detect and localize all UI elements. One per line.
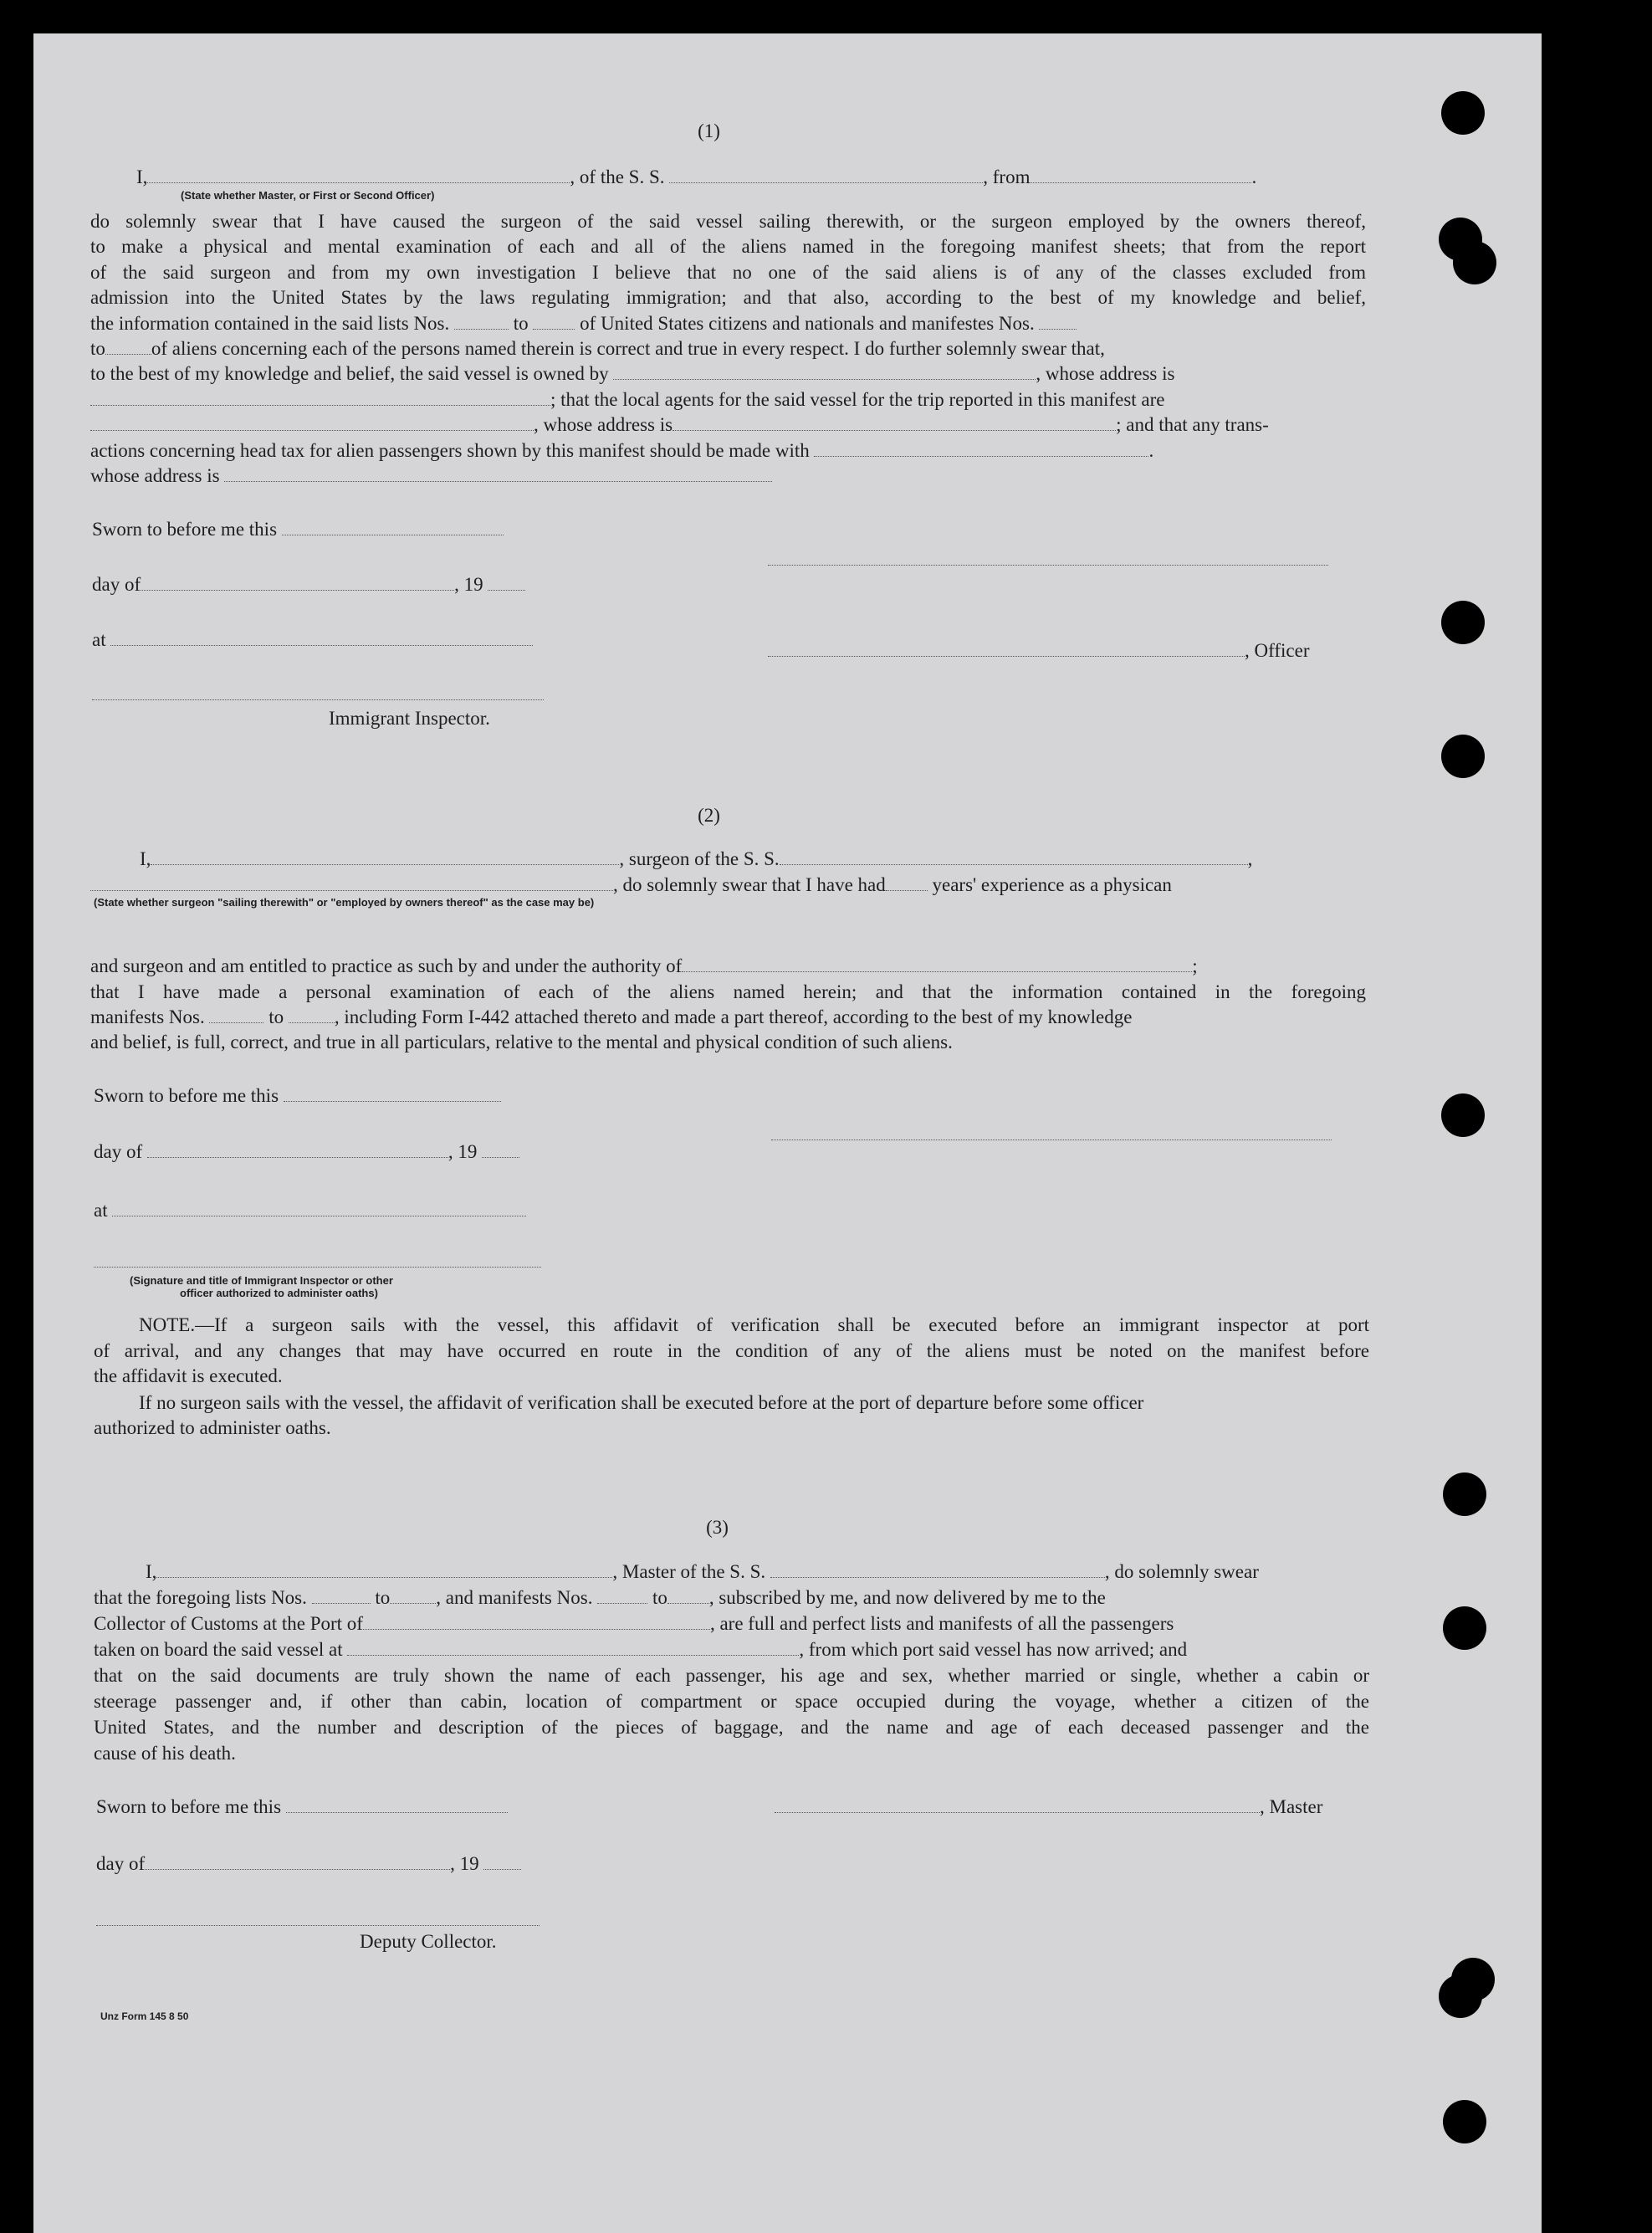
head-tax-line: actions concerning head tax for alien passengers shown by this manifest should be made with .	[90, 440, 1154, 461]
agents-address-line: , whose address is ; and that any trans-	[90, 412, 1366, 438]
officer-line: I, , of the S. S. , from .	[136, 166, 1257, 187]
officer-signature-line: , Officer	[768, 638, 1309, 663]
body-line: that I have made a personal examination of each of the aliens named herein; and that the information contained in the foregoing	[90, 981, 1366, 1002]
note-line: authorized to administer oaths.	[94, 1417, 331, 1438]
whose-address-line: whose address is	[90, 464, 1366, 489]
section-number-3: (3)	[706, 1517, 729, 1538]
manifest-to-field-3[interactable]	[667, 1586, 709, 1604]
year-field-3[interactable]	[483, 1852, 521, 1870]
punch-hole	[1443, 1606, 1486, 1650]
owner-field[interactable]	[613, 362, 1036, 380]
manifest-line: to of aliens concerning each of the persons named therein is correct and true in every respect. I do further solemnly swear that,	[90, 338, 1105, 359]
sworn-line-3: Sworn to before me this	[96, 1795, 508, 1820]
note-line: of arrival, and any changes that may have occurred en route in the condition of any of the aliens must be noted on the manifest before	[94, 1340, 1369, 1361]
head-tax-field[interactable]	[814, 439, 1148, 457]
body-line: cause of his death.	[94, 1743, 236, 1764]
lists-line-3: that the foregoing lists Nos. to , and manifests Nos. to , subscribed by me, and now delivered by me to the	[94, 1587, 1106, 1608]
day-of-field-3[interactable]	[145, 1852, 450, 1870]
master-signature-line: , Master	[775, 1795, 1322, 1820]
section-number-1: (1)	[698, 120, 720, 141]
manifest-from-field-2[interactable]	[209, 1006, 263, 1023]
collector-signature-line[interactable]	[96, 1924, 540, 1926]
agents-line: ; that the local agents for the said vessel for the trip reported in this manifest are	[90, 387, 1366, 412]
form-id: Unz Form 145 8 50	[100, 2010, 189, 2022]
punch-hole	[1443, 2100, 1486, 2143]
port-field[interactable]	[363, 1612, 710, 1630]
authority-line: and surgeon and am entitled to practice as such by and under the authority of ;	[90, 955, 1198, 976]
surgeon-capacity-field[interactable]	[90, 873, 613, 891]
punch-hole	[1453, 241, 1496, 284]
owner-address-field[interactable]	[90, 388, 550, 406]
at-field-2[interactable]	[112, 1199, 526, 1216]
punch-hole	[1443, 1472, 1486, 1516]
manifest-to-field[interactable]	[105, 337, 151, 355]
inspector-label: Immigrant Inspector.	[329, 708, 490, 729]
manifest-from-field[interactable]	[1039, 312, 1077, 330]
years-field[interactable]	[886, 873, 928, 891]
at-field[interactable]	[110, 628, 533, 646]
authority-field[interactable]	[682, 955, 1192, 972]
boarded-line: taken on board the said vessel at , from which port said vessel has now arrived; and	[94, 1639, 1188, 1660]
punch-hole	[1441, 601, 1485, 644]
lists-to-field-3[interactable]	[390, 1586, 436, 1604]
master-vessel-field[interactable]	[770, 1560, 1105, 1578]
from-port-field[interactable]	[1030, 166, 1251, 183]
lists-from-field[interactable]	[454, 312, 509, 330]
day-of-line: day of , 19	[92, 572, 525, 597]
year-field[interactable]	[488, 573, 525, 591]
punch-hole	[1441, 735, 1485, 778]
boarded-at-field[interactable]	[347, 1638, 799, 1656]
sworn-date-field-2[interactable]	[284, 1084, 501, 1102]
agents-address-field[interactable]	[673, 413, 1116, 431]
collector-label: Deputy Collector.	[360, 1931, 497, 1952]
note-line: the affidavit is executed.	[94, 1365, 283, 1386]
punch-hole	[1439, 1974, 1482, 2018]
inspector-signature-line[interactable]	[92, 699, 544, 700]
punch-hole	[1441, 1093, 1485, 1137]
officer-hint: (State whether Master, or First or Second Officer)	[181, 189, 435, 202]
body-line: to make a physical and mental examination of each and all of the aliens named in the foregoing manifest sheets; that from the report	[90, 236, 1366, 257]
master-name-field[interactable]	[156, 1560, 612, 1578]
port-line: Collector of Customs at the Port of , are full and perfect lists and manifests of all the passengers	[94, 1613, 1174, 1634]
day-of-field-2[interactable]	[147, 1140, 448, 1158]
body-line: of the said surgeon and from my own investigation I believe that no one of the said aliens is of any of the classes excluded from	[90, 262, 1366, 283]
sworn-date-field-3[interactable]	[286, 1795, 508, 1813]
note-line: If no surgeon sails with the vessel, the affidavit of verification shall be executed before at the port of departure before some officer	[139, 1392, 1144, 1413]
experience-line: , do solemnly swear that I have had years' experience as a physican	[90, 873, 1366, 898]
surgeon-hint: (State whether surgeon "sailing therewith" or "employed by owners thereof" as the case may be)	[94, 896, 595, 909]
officer-name-field[interactable]	[147, 166, 570, 183]
body-line: steerage passenger and, if other than cabin, location of compartment or space occupied during the voyage, whether a citizen of the	[94, 1691, 1369, 1712]
year-field-2[interactable]	[482, 1140, 519, 1158]
day-of-line-3: day of , 19	[96, 1851, 521, 1877]
agents-field[interactable]	[90, 413, 534, 431]
day-of-field[interactable]	[141, 573, 454, 591]
lists-from-field-3[interactable]	[312, 1586, 371, 1604]
surgeon-name-field[interactable]	[151, 848, 619, 865]
signature-line[interactable]	[768, 564, 1328, 566]
surgeon-line: I, , surgeon of the S. S. ,	[140, 848, 1253, 869]
at-line-2: at	[94, 1198, 526, 1223]
punch-hole	[1441, 91, 1485, 135]
form-page	[33, 33, 1542, 2233]
section-number-2: (2)	[698, 805, 720, 826]
head-tax-address-field[interactable]	[224, 464, 772, 482]
body-line: and belief, is full, correct, and true in all particulars, relative to the mental and physical condition of such aliens.	[90, 1032, 953, 1052]
master-line: I, , Master of the S. S. , do solemnly swear	[146, 1561, 1259, 1582]
vessel-name-field[interactable]	[669, 166, 983, 183]
manifest-to-field-2[interactable]	[289, 1006, 335, 1023]
sworn-line-2: Sworn to before me this	[94, 1083, 501, 1109]
signature-hint: officer authorized to administer oaths)	[180, 1287, 378, 1299]
day-of-line-2: day of , 19	[94, 1140, 519, 1165]
body-line: admission into the United States by the laws regulating immigration; and that also, according to the best of my knowledge and belief,	[90, 287, 1366, 308]
lists-line: the information contained in the said lists Nos. to of United States citizens and nationals and manifestes Nos.	[90, 311, 1366, 336]
surgeon-vessel-field[interactable]	[780, 848, 1248, 865]
manifest-from-field-3[interactable]	[597, 1586, 647, 1604]
note-line: NOTE.—If a surgeon sails with the vessel, this affidavit of verification shall be executed before an immigrant inspector at port	[139, 1314, 1369, 1335]
signature-hint: (Signature and title of Immigrant Inspector or other	[130, 1274, 393, 1287]
sworn-date-field[interactable]	[282, 518, 504, 535]
body-line: United States, and the number and description of the pieces of baggage, and the name and age of each deceased passenger and the	[94, 1717, 1369, 1738]
surgeon-signature-line[interactable]	[771, 1139, 1332, 1140]
owner-line: to the best of my knowledge and belief, the said vessel is owned by , whose address is	[90, 363, 1175, 384]
lists-to-field[interactable]	[533, 312, 575, 330]
body-line: that on the said documents are truly shown the name of each passenger, his age and sex, whether married or single, whether a cabin or	[94, 1665, 1369, 1686]
body-line: do solemnly swear that I have caused the surgeon of the said vessel sailing therewith, or the surgeon employed by the owners thereof,	[90, 211, 1366, 232]
manifests-line: manifests Nos. to , including Form I-442 attached thereto and made a part thereof, according to the best of my knowledge	[90, 1006, 1133, 1027]
master-signature-field[interactable]	[775, 1795, 1260, 1813]
at-line: at	[92, 627, 533, 653]
officer-signature-field[interactable]	[768, 639, 1245, 657]
inspector-signature-line-2[interactable]	[94, 1266, 541, 1268]
sworn-line: Sworn to before me this	[92, 517, 504, 542]
